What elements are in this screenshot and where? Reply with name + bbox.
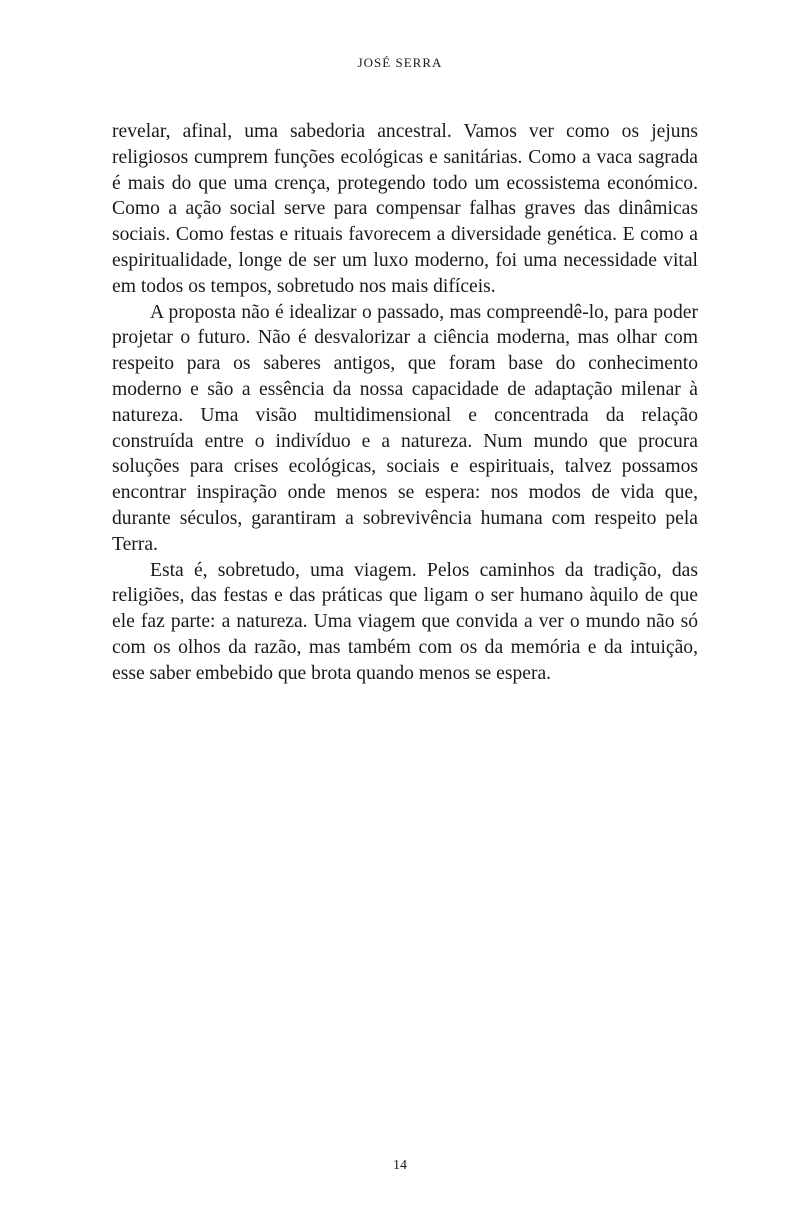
paragraph-3: Esta é, sobretudo, uma viagem. Pelos caminhos da tradição, das religiões, das festas e das práticas que ligam o ser humano àquilo de que ele faz parte: a natureza. Uma viagem que convida a ver o mundo não só com os olhos da razão, mas também com os da memória e da intuição, esse saber embebido que brota quando menos se espera.: [112, 559, 698, 684]
page-number: 14: [393, 1158, 407, 1173]
paragraph-1: revelar, afinal, uma sabedoria ancestral. Vamos ver como os jejuns religiosos cumprem funções ecológicas e sanitárias. Como a vaca sagrada é mais do que uma crença, protegendo todo um ecossistema económico. Como a ação social serve para compensar falhas graves das dinâmicas sociais. Como festas e rituais favorecem a diversidade genética. E como a espiritualidade, longe de ser um luxo moderno, foi uma necessidade vital em todos os tempos, sobretudo nos mais difíceis.: [112, 121, 698, 297]
running-head: JOSÉ SERRA: [357, 55, 443, 70]
body-text: [112, 119, 698, 687]
paragraph-2: A proposta não é idealizar o passado, mas compreendê-lo, para poder projetar o futuro. Não é desvalorizar a ciência moderna, mas olhar com respeito para os saberes antigos, que foram base do conhecimento moderno e são a essência da nossa capacidade de adaptação milenar à natureza. Uma visão multidimensional e concentrada da relação construída entre o indivíduo e a natureza. Num mundo que procura soluções para crises ecológicas, sociais e espirituais, talvez possamos encontrar inspiração onde menos se espera: nos modos de vida que, durante séculos, garantiram a sobrevivência humana com respeito pela Terra.: [112, 301, 698, 555]
